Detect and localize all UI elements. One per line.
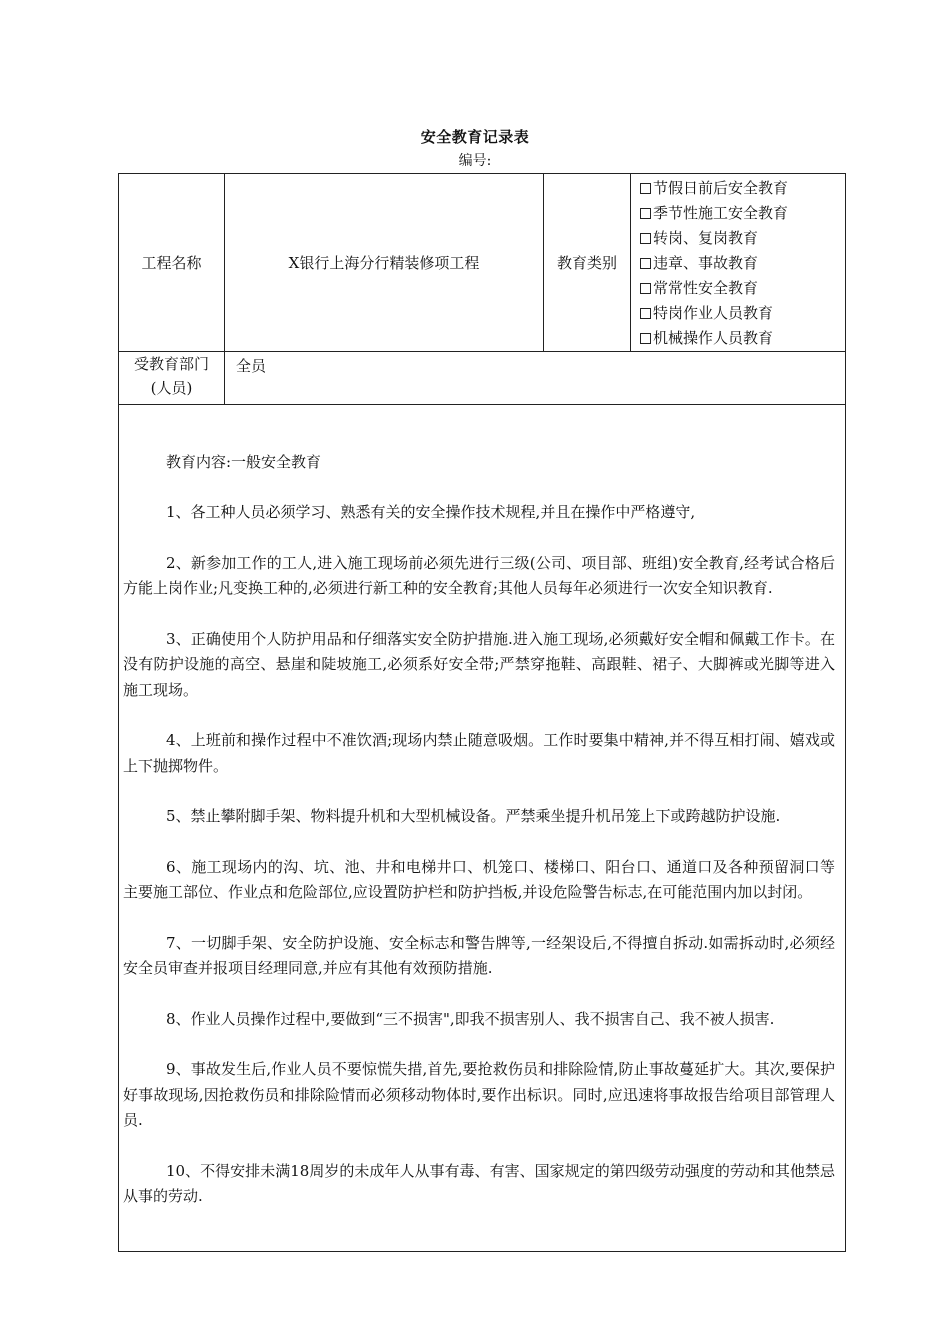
- category-option-label: 特岗作业人员教育: [653, 304, 774, 322]
- department-label: [119, 352, 225, 405]
- content-paragraph-9: 9、事故发生后,作业人员不要惊慌失措,首先,要抢救伤员和排除险情,防止事故蔓延扩大。其次,要保护好事故现场,因抢救伤员和排除险情而必须移动物体时,要作出标识。同时,应迅速将事故报告给项目部管理人员.: [123, 1060, 835, 1130]
- content-paragraph-10: 10、不得安排未满18周岁的未成年人从事有毒、有害、国家规定的第四级劳动强度的劳动和其他禁忌从事的劳动.: [123, 1161, 835, 1206]
- content-paragraph-1: 1、各工种人员必须学习、熟悉有关的安全操作技术规程,并且在操作中严格遵守,: [166, 503, 696, 522]
- department-label-line1: 受教育部门: [133, 355, 209, 373]
- content-paragraph-5: 5、禁止攀附脚手架、物料提升机和大型机械设备。严禁乘坐提升机吊笼上下或跨越防护设施.: [166, 807, 781, 826]
- category-option-label: 转岗、复岗教育: [653, 229, 759, 247]
- content-heading: 教育内容:一般安全教育: [166, 453, 322, 472]
- content-paragraph-4: 4、上班前和操作过程中不准饮酒;现场内禁止随意吸烟。工作时要集中精神,并不得互相打闹、嬉戏或上下抛掷物件。: [123, 731, 835, 775]
- category-option-violation[interactable]: [640, 251, 845, 276]
- education-record-table: [118, 173, 846, 1252]
- content-paragraph-2: 2、新参加工作的工人,进入施工现场前必须先进行三级(公司、项目部、班组)安全教育,经考试合格后方能上岗作业;凡变换工种的,必须进行新工种的安全教育;其他人员每年必须进行一次安全知识教育.: [123, 553, 835, 598]
- category-option-label: 机械操作人员教育: [653, 329, 774, 347]
- category-option-seasonal[interactable]: [640, 201, 845, 226]
- checkbox-icon[interactable]: [640, 208, 651, 219]
- category-option-routine[interactable]: [640, 276, 845, 301]
- content-paragraph-8: 8、作业人员操作过程中,要做到“三不损害",即我不损害别人、我不损害自己、我不被人损害.: [166, 1009, 775, 1028]
- content-paragraph-7: 7、一切脚手架、安全防护设施、安全标志和警告牌等,一经架设后,不得擅自拆动.如需拆动时,必须经安全员审查并报项目经理同意,并应有其他有效预防措施.: [123, 933, 835, 978]
- project-name-label: 工程名称: [119, 174, 225, 352]
- category-option-machinery[interactable]: [640, 326, 845, 351]
- education-content: [119, 405, 846, 1252]
- checkbox-icon[interactable]: [640, 308, 651, 319]
- category-option-label: 违章、事故教育: [653, 254, 759, 272]
- education-category-label: 教育类别: [544, 174, 631, 352]
- content-row: [119, 405, 846, 1252]
- department-value: 全员: [225, 352, 846, 405]
- serial-number-label: 编号:: [458, 153, 492, 169]
- document-title: 安全教育记录表: [420, 128, 530, 146]
- content-paragraph-3: 3、正确使用个人防护用品和仔细落实安全防护措施.进入施工现场,必须戴好安全帽和佩戴工作卡。在没有防护设施的高空、悬崖和陡坡施工,必须系好安全带;严禁穿拖鞋、高跟鞋、裙子、大脚裤或光脚等进入施工现场。: [123, 629, 835, 699]
- category-option-label: 节假日前后安全教育: [653, 179, 789, 197]
- checkbox-icon[interactable]: [640, 333, 651, 344]
- education-category-list: [631, 174, 846, 352]
- checkbox-icon[interactable]: [640, 183, 651, 194]
- checkbox-icon[interactable]: [640, 258, 651, 269]
- category-option-special-post[interactable]: [640, 301, 845, 326]
- project-row: [119, 174, 846, 352]
- project-name-value: X银行上海分行精装修项工程: [225, 174, 544, 352]
- category-option-transfer[interactable]: [640, 226, 845, 251]
- category-option-label: 季节性施工安全教育: [653, 204, 789, 222]
- category-option-label: 常常性安全教育: [653, 279, 759, 297]
- department-label-line2: (人员): [150, 379, 193, 397]
- category-option-holiday[interactable]: [640, 176, 845, 201]
- checkbox-icon[interactable]: [640, 283, 651, 294]
- checkbox-icon[interactable]: [640, 233, 651, 244]
- content-paragraph-6: 6、施工现场内的沟、坑、池、井和电梯井口、机笼口、楼梯口、阳台口、通道口及各种预留洞口等主要施工部位、作业点和危险部位,应设置防护栏和防护挡板,并设危险警告标志,在可能范围内加以封闭。: [123, 857, 835, 902]
- department-row: [119, 352, 846, 405]
